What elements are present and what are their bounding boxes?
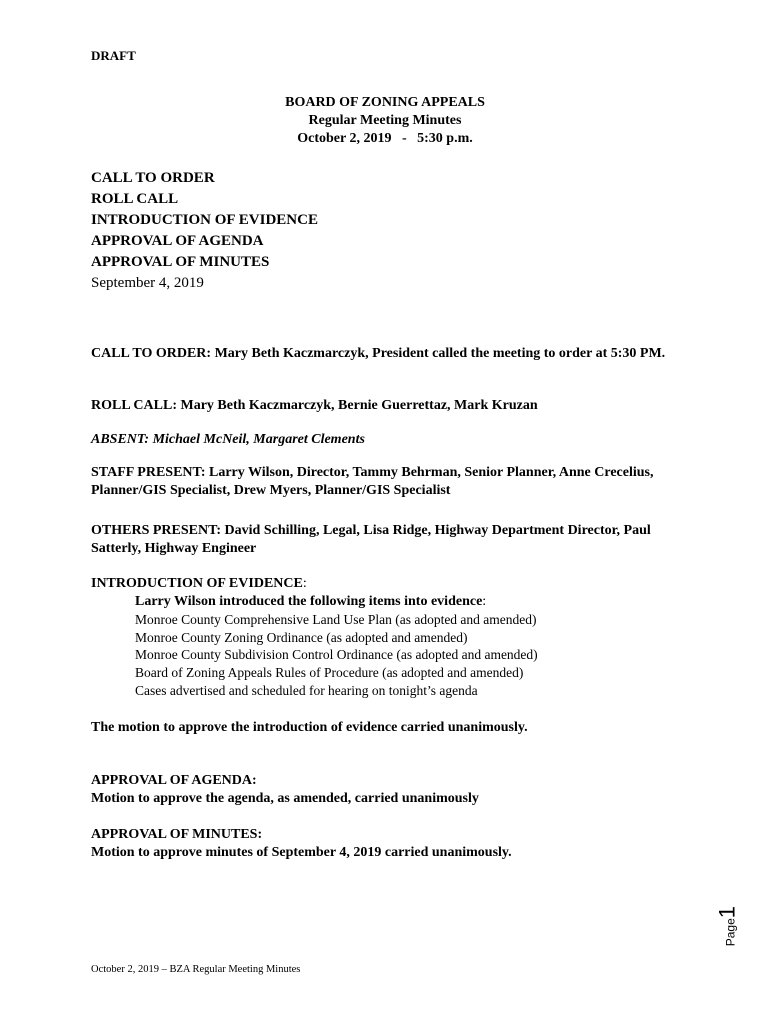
evidence-item: Monroe County Zoning Ordinance (as adopted and amended) xyxy=(135,629,468,645)
evidence-item: Board of Zoning Appeals Rules of Procedure (as adopted and amended) xyxy=(135,665,524,681)
roll-call-paragraph xyxy=(91,397,691,415)
others-present-paragraph: OTHERS PRESENT: David Schilling, Legal, Lisa Ridge, Highway Department Director, Paul Satterly, Highway Engineer xyxy=(91,523,651,556)
document-subtitle: Regular Meeting Minutes xyxy=(308,113,462,128)
approval-agenda-text: Motion to approve the agenda, as amended, carried unanimously xyxy=(91,791,479,806)
evidence-item: Monroe County Subdivision Control Ordinance (as adopted and amended) xyxy=(135,647,538,663)
approval-agenda-label: APPROVAL OF AGENDA: xyxy=(91,773,257,788)
agenda-item-approval-of-minutes: APPROVAL OF MINUTES xyxy=(91,254,270,270)
evidence-lead xyxy=(135,593,538,611)
evidence-lead-colon: : xyxy=(482,594,487,609)
absent-paragraph: ABSENT: Michael McNeil, Margaret Clements xyxy=(91,432,365,447)
introduction-of-evidence-heading xyxy=(91,575,691,593)
approval-of-agenda-section xyxy=(91,772,691,808)
page-number-label: Page xyxy=(723,918,737,947)
document-header xyxy=(0,94,770,148)
approval-minutes-label: APPROVAL OF MINUTES: xyxy=(91,827,263,842)
agenda-item-roll-call: ROLL CALL xyxy=(91,191,179,207)
approval-of-minutes-section xyxy=(91,826,691,862)
page-number xyxy=(714,906,740,946)
page-number-value: 1 xyxy=(714,906,739,919)
evidence-lead-text: Larry Wilson introduced the following items into evidence xyxy=(135,594,483,609)
page-footer: October 2, 2019 – BZA Regular Meeting Minutes xyxy=(91,964,301,975)
evidence-item: Monroe County Comprehensive Land Use Plan (as adopted and amended) xyxy=(135,611,537,627)
agenda-minutes-date: September 4, 2019 xyxy=(91,275,204,291)
evidence-motion-paragraph: The motion to approve the introduction of evidence carried unanimously. xyxy=(91,720,528,735)
roll-call-label: ROLL CALL xyxy=(91,398,173,413)
evidence-list xyxy=(135,593,538,700)
agenda-item-approval-of-agenda: APPROVAL OF AGENDA xyxy=(91,233,264,249)
intro-evidence-label: INTRODUCTION OF EVIDENCE xyxy=(91,576,303,591)
staff-present-paragraph: STAFF PRESENT: Larry Wilson, Director, Tammy Behrman, Senior Planner, Anne Crecelius, Planner/GIS Specialist, Drew Myers, Planner/GIS Specialist xyxy=(91,465,654,498)
evidence-item: Cases advertised and scheduled for hearing on tonight’s agenda xyxy=(135,682,478,698)
roll-call-names: : Mary Beth Kaczmarczyk, Bernie Guerrettaz, Mark Kruzan xyxy=(172,398,538,413)
approval-minutes-text: Motion to approve minutes of September 4, 2019 carried unanimously. xyxy=(91,845,512,860)
intro-evidence-colon: : xyxy=(302,576,307,591)
agenda-item-call-to-order: CALL TO ORDER xyxy=(91,170,215,186)
document-title: BOARD OF ZONING APPEALS xyxy=(285,95,485,110)
call-to-order-paragraph: CALL TO ORDER: Mary Beth Kaczmarczyk, President called the meeting to order at 5:30 PM. xyxy=(91,346,666,361)
agenda-item-introduction-of-evidence: INTRODUCTION OF EVIDENCE xyxy=(91,212,318,228)
meeting-date-time: October 2, 2019 - 5:30 p.m. xyxy=(297,131,473,146)
draft-label: DRAFT xyxy=(91,48,136,63)
agenda-list xyxy=(91,168,318,294)
